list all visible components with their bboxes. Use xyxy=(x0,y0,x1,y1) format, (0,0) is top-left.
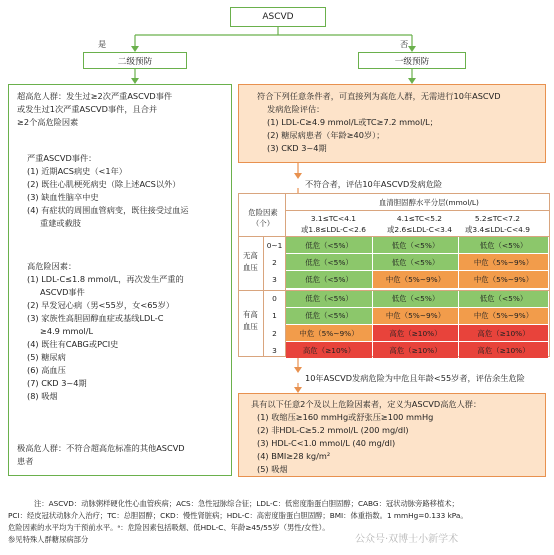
very-high-risk-line: 或发生过1次严重ASCVD事件，且合并 xyxy=(17,104,158,114)
lifetime-risk-line: (2) 非HDL-C≥5.2 mmol/L (200 mg/dl) xyxy=(257,425,409,435)
risk-cell: 低危（<5%） xyxy=(459,291,548,307)
footnote-line: PCI：经皮冠状动脉介入治疗；TC：总胆固醇；CKD：慢性肾脏病；HDL-C：高密度脂蛋白胆固醇；BMI：体重指数。1 mmHg=0.133 kPa。 xyxy=(8,511,468,520)
footnote-line: 危险因素的水平均为干预前水平。ᵃ：危险因素包括吸烟、低HDL-C、年龄≥45/55岁（男性/女性）。 xyxy=(8,523,330,532)
risk-cell: 中危（5%~9%） xyxy=(373,271,458,287)
direct-high-risk-line: (2) 糖尿病患者（年龄≥40岁）； xyxy=(267,130,385,140)
direct-high-risk-line: 符合下列任意条件者，可直接列为高危人群，无需进行10年ASCVD xyxy=(257,91,501,101)
column-header-3: 5.2≤TC<7.2 或3.4≤LDL-C<4.9 xyxy=(465,214,530,234)
risk-cell: 高危（≥10%） xyxy=(286,342,372,358)
risk-cell: 高危（≥10%） xyxy=(373,342,458,358)
risk-factor-item: (8) 吸烟 xyxy=(27,391,58,401)
risk-cell: 中危（5%~9%） xyxy=(286,325,372,341)
risk-cell: 低危（<5%） xyxy=(373,237,458,253)
primary-prevention-label: 一级预防 xyxy=(394,56,430,67)
column-header-2: 4.1≤TC<5.2 或2.6≤LDL-C<3.4 xyxy=(387,214,452,234)
severe-events-title: 严重ASCVD事件： xyxy=(27,153,97,163)
severe-event-item: (3) 缺血性脑卒中史 xyxy=(27,192,99,202)
risk-factor-item: (4) 既往有CABG或PCI史 xyxy=(27,339,119,349)
risk-table xyxy=(238,193,550,357)
group-label-no-hypertension: 无高 血压 xyxy=(243,251,258,272)
risk-factor-item: ASCVD事件 xyxy=(27,287,85,297)
risk-factor-item: (3) 家族性高胆固醇血症或基线LDL-C xyxy=(27,313,164,323)
risk-cell: 低危（<5%） xyxy=(459,237,548,253)
lifetime-risk-line: 具有以下任意2个及以上危险因素者，定义为ASCVD高危人群： xyxy=(251,399,482,409)
lifetime-high-risk-box xyxy=(238,393,546,477)
direct-high-risk-box xyxy=(238,84,546,163)
risk-cell: 高危（≥10%） xyxy=(459,342,548,358)
watermark: 公众号·双博士小新学术 xyxy=(355,534,459,545)
extreme-high-risk-line: 极高危人群：不符合超高危标准的其他ASCVD xyxy=(17,443,185,453)
risk-cell: 低危（<5%） xyxy=(286,254,372,270)
risk-factor-count: 0 xyxy=(272,294,277,304)
risk-factor-count: 3 xyxy=(272,345,277,355)
risk-cell: 中危（5%~9%） xyxy=(459,254,548,270)
risk-factor-item: ≥4.9 mmol/L xyxy=(27,326,94,336)
direct-high-risk-line: 发病危险评估： xyxy=(267,104,325,114)
risk-cell: 低危（<5%） xyxy=(373,254,458,270)
risk-factor-item: (6) 高血压 xyxy=(27,365,66,375)
no-label: 否 xyxy=(400,39,409,49)
lifetime-risk-line: (3) HDL-C<1.0 mmol/L (40 mg/dl) xyxy=(257,438,396,448)
secondary-prevention-label: 二级预防 xyxy=(117,56,153,67)
risk-factor-item: (2) 早发冠心病（男<55岁，女<65岁） xyxy=(27,300,175,310)
risk-factor-count: 2 xyxy=(272,257,277,267)
secondary-prevention-box xyxy=(83,52,187,69)
very-high-risk-line: 超高危人群：发生过≥2次严重ASCVD事件 xyxy=(17,91,173,101)
risk-cell: 中危（5%~9%） xyxy=(373,308,458,324)
risk-cell: 中危（5%~9%） xyxy=(459,308,548,324)
not-met-note: 不符合者，评估10年ASCVD发病危险 xyxy=(305,179,443,189)
lifetime-risk-line: (1) 收缩压≥160 mmHg或舒张压≥100 mmHg xyxy=(257,412,434,422)
ascvd-title: ASCVD xyxy=(262,12,294,22)
risk-factor-item: (7) CKD 3~4期 xyxy=(27,378,87,388)
high-risk-factors-title: 高危险因素： xyxy=(27,261,77,271)
severe-event-item: (4) 有症状的周围血管病变，既往接受过血运 xyxy=(27,205,189,215)
risk-factor-count: 1 xyxy=(272,311,277,321)
mid-risk-note: 10年ASCVD发病危险为中危且年龄<55岁者，评估余生危险 xyxy=(305,373,525,383)
risk-cell: 中危（5%~9%） xyxy=(459,271,548,287)
risk-cell: 高危（≥10%） xyxy=(459,325,548,341)
factor-header: 危险因素 （个） xyxy=(248,208,278,228)
risk-cell: 高危（≥10%） xyxy=(373,325,458,341)
risk-cell: 低危（<5%） xyxy=(286,271,372,287)
group-label-hypertension: 有高 血压 xyxy=(243,310,258,331)
severe-event-item: (1) 近期ACS病史（<1年） xyxy=(27,166,127,176)
direct-high-risk-line: (1) LDL-C≥4.9 mmol/L或TC≥7.2 mmol/L； xyxy=(267,117,438,127)
risk-factor-count: 0~1 xyxy=(266,240,283,250)
footnote-line: 参见特殊人群糖尿病部分 xyxy=(8,535,89,544)
secondary-prevention-detail xyxy=(8,84,232,476)
risk-factor-item: (5) 糖尿病 xyxy=(27,352,66,362)
column-header-1: 3.1≤TC<4.1 或1.8≤LDL-C<2.6 xyxy=(301,214,366,234)
very-high-risk-line: ≥2个高危险因素 xyxy=(17,117,79,127)
lifetime-risk-line: (4) BMI≥28 kg/m² xyxy=(257,451,331,461)
risk-cell: 低危（<5%） xyxy=(286,308,372,324)
footnote xyxy=(8,498,550,546)
direct-high-risk-line: (3) CKD 3~4期 xyxy=(267,143,327,153)
footnote-line: 注：ASCVD：动脉粥样硬化性心血管疾病；ACS：急性冠脉综合征；LDL-C：低密度脂蛋白胆固醇；CABG：冠状动脉旁路移植术； xyxy=(34,499,459,508)
cholesterol-header: 血清胆固醇水平分层(mmol/L) xyxy=(379,198,479,207)
lifetime-risk-line: (5) 吸烟 xyxy=(257,464,288,474)
risk-factor-item: (1) LDL-C≤1.8 mmol/L，再次发生严重的 xyxy=(27,274,184,284)
extreme-high-risk-line: 患者 xyxy=(17,456,34,466)
severe-event-item: (2) 既往心肌梗死病史（除上述ACS以外） xyxy=(27,179,181,189)
primary-prevention-box xyxy=(358,52,466,69)
risk-factor-count: 2 xyxy=(272,328,277,338)
risk-cell: 低危（<5%） xyxy=(286,237,372,253)
severe-event-item: 重建或截肢 xyxy=(27,218,81,228)
yes-label: 是 xyxy=(98,39,107,49)
risk-cell: 低危（<5%） xyxy=(373,291,458,307)
risk-cell: 低危（<5%） xyxy=(286,291,372,307)
risk-factor-count: 3 xyxy=(272,274,277,284)
